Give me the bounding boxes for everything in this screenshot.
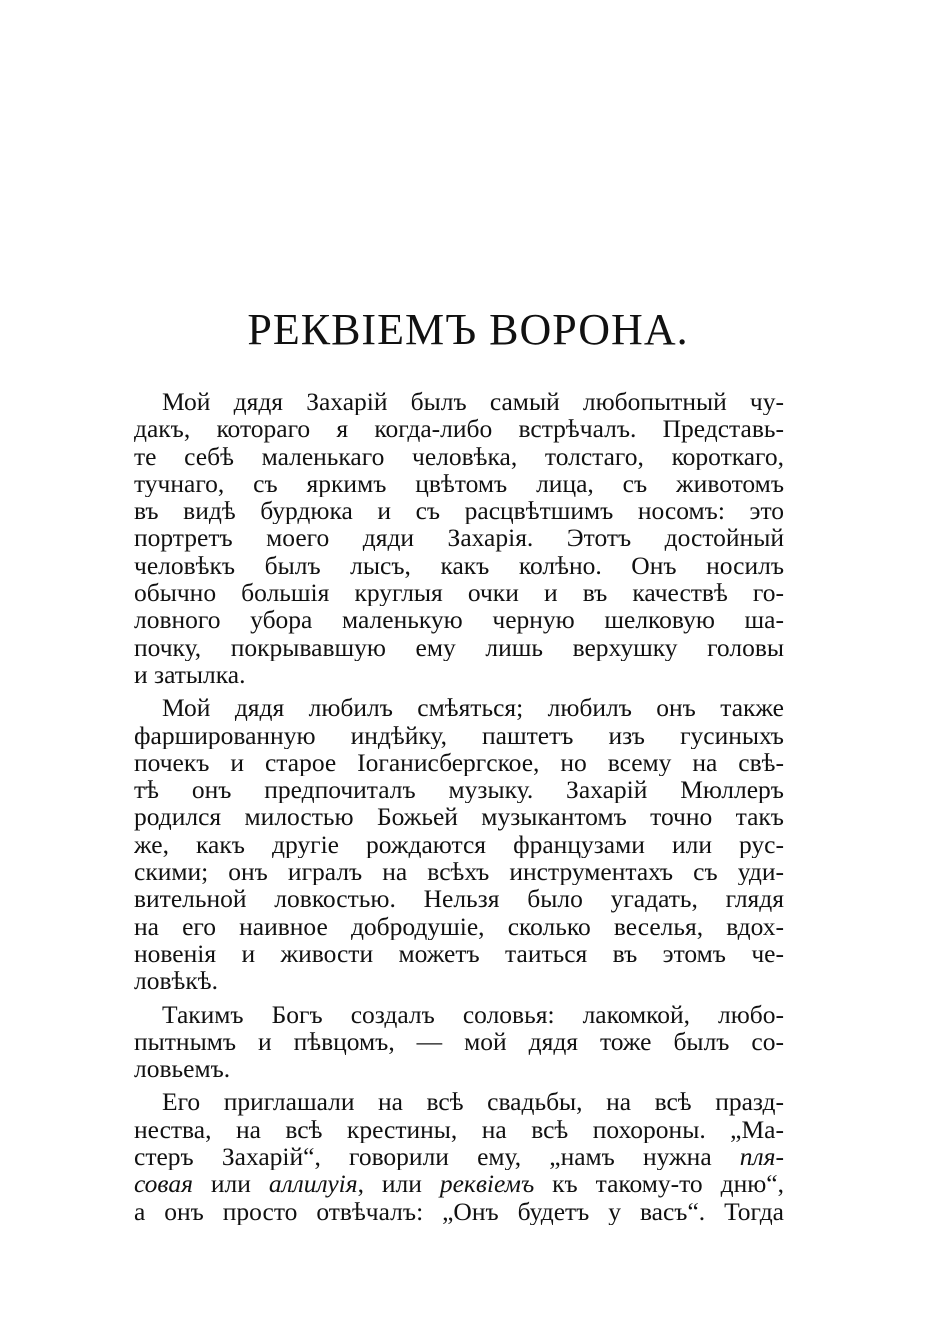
italic-word: пля-	[739, 1143, 784, 1171]
paragraph-3	[134, 1001, 784, 1083]
text-segment: къ такому-то дню“,	[534, 1170, 784, 1198]
text-line: вительной ловкостью. Нельзя было угадать, глядя	[134, 885, 784, 913]
text-line: ловѣкѣ.	[134, 967, 218, 995]
text-line: родился милостью Божьей музыкантомъ точно такъ	[134, 803, 784, 831]
text-line: ловьемъ.	[134, 1055, 231, 1083]
text-line: Мой дядя Захарій былъ самый любопытный чу-	[162, 388, 784, 416]
text-line: на его наивное добродушіе, сколько веселья, вдох-	[134, 912, 784, 940]
paragraph-2	[134, 694, 784, 994]
text-line: Такимъ Богъ создалъ соловья: лакомкой, любо-	[162, 1000, 784, 1028]
text-line: нества, на всѣ крестины, на всѣ похороны. „Ма-	[134, 1115, 784, 1144]
text-line: тучнаго, съ яркимъ цвѣтомъ лица, съ животомъ	[134, 469, 784, 498]
text-line: обычно большія круглыя очки и въ качествѣ го-	[134, 579, 784, 607]
text-line: же, какъ другіе рождаются французами или рус-	[134, 830, 784, 859]
paragraph-4	[134, 1088, 784, 1224]
text-line: дакъ, котораго я когда-либо встрѣчалъ. Представь-	[134, 415, 784, 443]
text-line: те себѣ маленькаго человѣка, толстаго, короткаго,	[134, 442, 784, 470]
italic-word: реквіемъ	[439, 1170, 535, 1198]
text-line	[134, 1170, 784, 1197]
text-line: человѣкъ былъ лысъ, какъ колѣно. Онъ носилъ	[134, 551, 784, 580]
text-segment: стеръ Захарій“, говорили ему, „намъ нужна	[134, 1143, 740, 1171]
body-text	[134, 388, 784, 1225]
text-segment: или	[192, 1170, 269, 1198]
text-line: фаршированную индѣйку, паштетъ изъ гусиныхъ	[134, 721, 784, 749]
text-line: тѣ онъ предпочиталъ музыку. Захарій Мюллеръ	[134, 776, 784, 804]
text-line: Мой дядя любилъ смѣяться; любилъ онъ также	[162, 694, 784, 722]
text-line: скими; онъ игралъ на всѣхъ инструментахъ съ уди-	[134, 858, 784, 886]
text-line: почекъ и старое Іоганисбергское, но всему на свѣ-	[134, 748, 784, 777]
text-line: и затылка.	[134, 660, 246, 689]
text-line: а онъ просто отвѣчалъ: „Онъ будетъ у васъ“. Тогда	[134, 1197, 784, 1225]
italic-word: аллилуія	[268, 1170, 358, 1198]
paragraph-1	[134, 388, 784, 688]
text-segment: , или	[357, 1170, 440, 1198]
text-line: пытнымъ и пѣвцомъ, — мой дядя тоже былъ со-	[134, 1027, 784, 1056]
chapter-title: РЕКВІЕМЪ ВОРОНА.	[247, 305, 689, 354]
text-line: ловного убора маленькую черную шелковую ша-	[134, 606, 784, 634]
italic-word: совая	[134, 1170, 193, 1198]
text-line	[134, 1143, 784, 1170]
text-line: въ видѣ бурдюка и съ расцвѣтшимъ носомъ: это	[134, 497, 784, 525]
text-line: почку, покрывавшую ему лишь верхушку головы	[134, 633, 784, 661]
text-line: портретъ моего дяди Захарія. Этотъ достойный	[134, 524, 784, 552]
text-line: Его приглашали на всѣ свадьбы, на всѣ празд-	[162, 1088, 784, 1116]
text-line: новенія и живости можетъ таиться въ этомъ че-	[134, 939, 784, 968]
